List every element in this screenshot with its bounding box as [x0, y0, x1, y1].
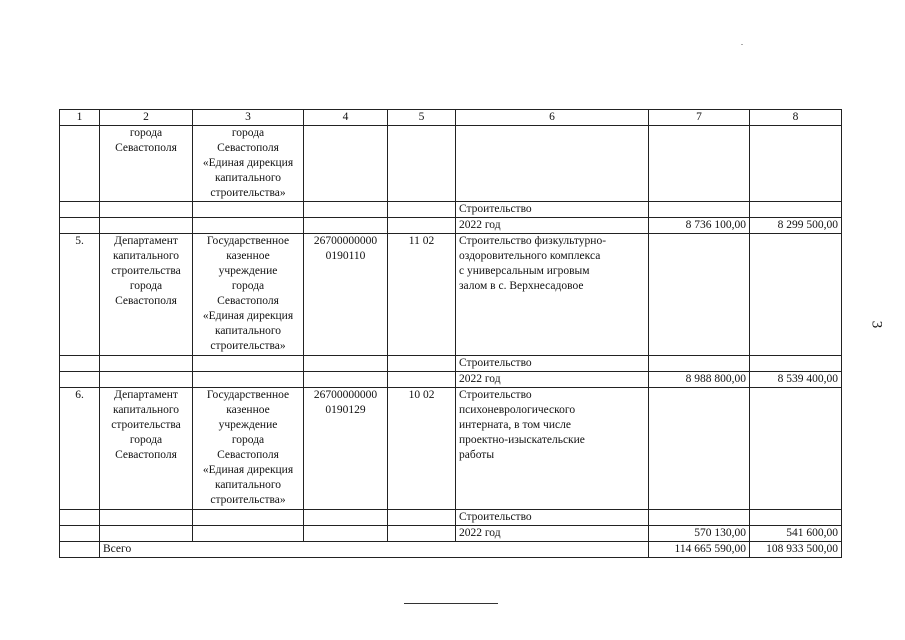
department-cell: города Севастополя [100, 126, 193, 202]
table-row [60, 356, 842, 372]
section-cell: 11 02 [388, 234, 456, 356]
total-amount: 108 933 500,00 [750, 542, 842, 558]
institution-cell: Государственное казенное учреждение города Севастополя «Единая дирекция капитального строительства» [193, 234, 304, 356]
object-cell: Строительство психоневрологического интерната, в том числе проектно-изыскательские работы [456, 388, 649, 510]
amount-cell: 541 600,00 [750, 526, 842, 542]
row-number: 5. [60, 234, 100, 356]
header-cell: 1 [60, 110, 100, 126]
header-cell: 8 [750, 110, 842, 126]
row-number: 6. [60, 388, 100, 510]
table-row [60, 218, 842, 234]
object-cell: Строительство физкультурно- оздоровительного комплекса с универсальным игровым залом в с. Верхнесадовое [456, 234, 649, 356]
footer-divider [404, 603, 498, 604]
amount-cell: 8 736 100,00 [649, 218, 750, 234]
table-row [60, 510, 842, 526]
header-cell: 7 [649, 110, 750, 126]
amount-cell: 8 539 400,00 [750, 372, 842, 388]
table-row [60, 126, 842, 202]
amount-cell: 8 988 800,00 [649, 372, 750, 388]
header-cell: 6 [456, 110, 649, 126]
institution-cell: Государственное казенное учреждение города Севастополя «Единая дирекция капитального строительства» [193, 388, 304, 510]
year-cell: 2022 год [456, 218, 649, 234]
page-number: 3 [868, 320, 885, 329]
header-cell: 3 [193, 110, 304, 126]
total-amount: 114 665 590,00 [649, 542, 750, 558]
header-row [60, 110, 842, 126]
institution-cell: города Севастополя «Единая дирекция капитального строительства» [193, 126, 304, 202]
total-row [60, 542, 842, 558]
code-cell: 26700000000 0190129 [304, 388, 388, 510]
budget-table [59, 109, 842, 558]
header-cell: 5 [388, 110, 456, 126]
year-cell: 2022 год [456, 526, 649, 542]
table-row [60, 234, 842, 356]
table-row [60, 372, 842, 388]
type-cell: Строительство [456, 356, 649, 372]
header-cell: 2 [100, 110, 193, 126]
department-cell: Департамент капитального строительства города Севастополя [100, 388, 193, 510]
year-cell: 2022 год [456, 372, 649, 388]
scan-speck [741, 44, 743, 45]
type-cell: Строительство [456, 202, 649, 218]
amount-cell: 8 299 500,00 [750, 218, 842, 234]
type-cell: Строительство [456, 510, 649, 526]
section-cell: 10 02 [388, 388, 456, 510]
department-cell: Департамент капитального строительства города Севастополя [100, 234, 193, 356]
table-row [60, 526, 842, 542]
code-cell: 26700000000 0190110 [304, 234, 388, 356]
table-row [60, 202, 842, 218]
total-label: Всего [100, 542, 649, 558]
table-row [60, 388, 842, 510]
header-cell: 4 [304, 110, 388, 126]
amount-cell: 570 130,00 [649, 526, 750, 542]
